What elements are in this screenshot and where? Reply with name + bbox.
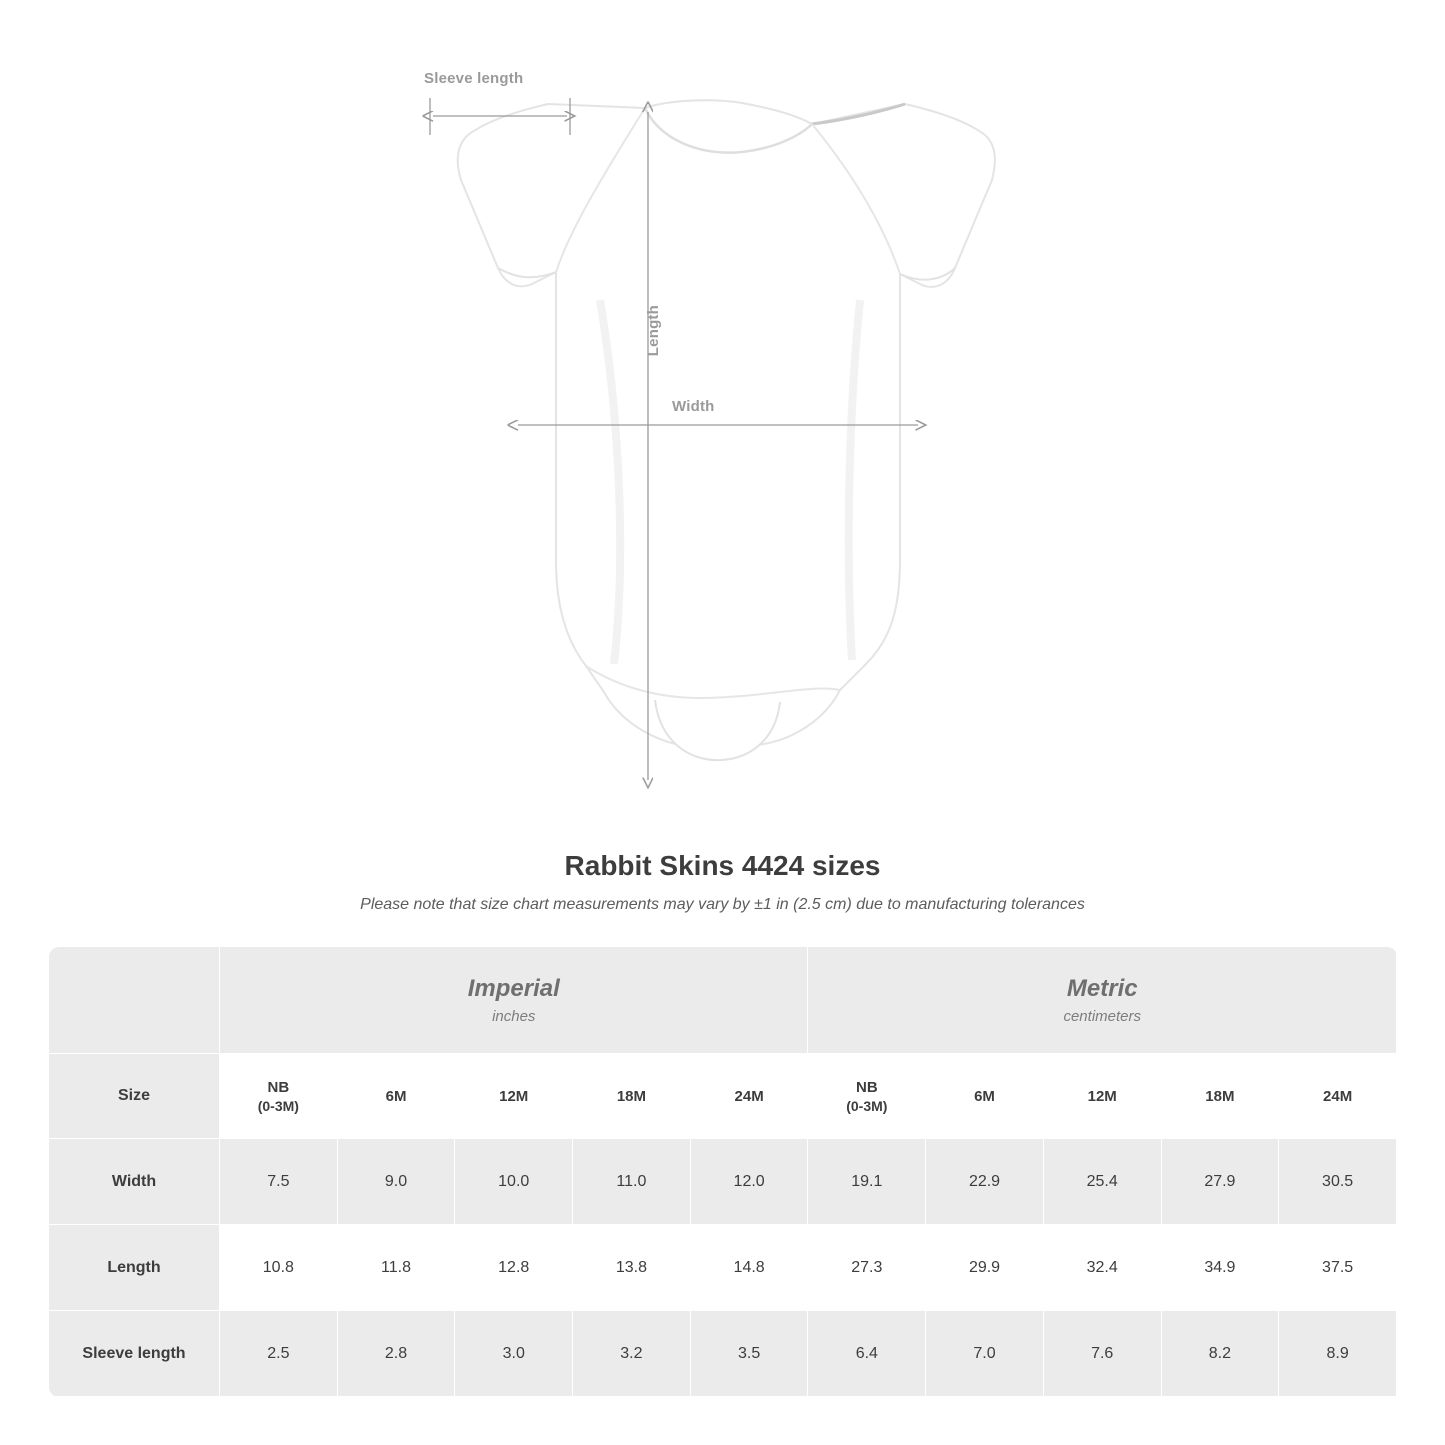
cell-length-5: 27.3 [808,1225,926,1311]
column-header-0 [220,1054,338,1139]
cell-sleeve-4: 3.5 [690,1311,808,1397]
cell-width-9: 30.5 [1279,1139,1397,1225]
unit-group-metric [808,947,1397,1054]
cell-width-2: 10.0 [455,1139,573,1225]
unit-group-imperial-sub: inches [492,1007,536,1025]
tolerance-note: Please note that size chart measurements may vary by ±1 in (2.5 cm) due to manufacturing tolerances [360,896,1085,913]
unit-group-imperial-name: Imperial [467,975,560,1003]
table-row [49,1225,1397,1311]
title-block [0,850,1445,914]
column-header-4: 24M [690,1054,808,1139]
cell-width-4: 12.0 [690,1139,808,1225]
column-header-0-sub: (0-3M) [257,1097,299,1114]
column-header-6: 6M [926,1054,1044,1139]
column-header-2: 12M [455,1054,573,1139]
cell-width-8: 27.9 [1161,1139,1279,1225]
column-header-1: 6M [337,1054,455,1139]
cell-width-5: 19.1 [808,1139,926,1225]
cell-length-2: 12.8 [455,1225,573,1311]
cell-sleeve-6: 7.0 [926,1311,1044,1397]
cell-width-7: 25.4 [1043,1139,1161,1225]
column-header-8: 18M [1161,1054,1279,1139]
cell-sleeve-2: 3.0 [455,1311,573,1397]
cell-width-1: 9.0 [337,1139,455,1225]
column-header-7: 12M [1043,1054,1161,1139]
cell-length-7: 32.4 [1043,1225,1161,1311]
size-header-label: Size [49,1054,220,1139]
size-header-row [49,1054,1397,1139]
corner-cell [49,947,220,1054]
column-header-5-label: NB [855,1078,878,1096]
size-table-body [49,947,1397,1397]
size-table [48,946,1397,1397]
cell-length-3: 13.8 [573,1225,691,1311]
column-header-5-sub: (0-3M) [846,1097,888,1114]
cell-sleeve-0: 2.5 [220,1311,338,1397]
cell-width-3: 11.0 [573,1139,691,1225]
row-label-length: Length [49,1225,220,1311]
unit-header-row [49,947,1397,1054]
width-label: Width [672,398,715,415]
cell-width-6: 22.9 [926,1139,1044,1225]
row-label-sleeve-length: Sleeve length [49,1311,220,1397]
cell-length-4: 14.8 [690,1225,808,1311]
cell-length-0: 10.8 [220,1225,338,1311]
cell-length-9: 37.5 [1279,1225,1397,1311]
cell-sleeve-8: 8.2 [1161,1311,1279,1397]
length-label: Length [645,305,662,357]
cell-sleeve-7: 7.6 [1043,1311,1161,1397]
unit-group-metric-name: Metric [1066,975,1138,1003]
sleeve-length-label: Sleeve length [424,70,524,87]
page-title: Rabbit Skins 4424 sizes [564,850,881,881]
unit-group-imperial [220,947,808,1054]
unit-group-metric-sub: centimeters [1063,1007,1141,1025]
column-header-3: 18M [573,1054,691,1139]
row-label-width: Width [49,1139,220,1225]
cell-sleeve-5: 6.4 [808,1311,926,1397]
table-row [49,1311,1397,1397]
size-table-wrapper [48,946,1397,1397]
cell-length-1: 11.8 [337,1225,455,1311]
cell-length-8: 34.9 [1161,1225,1279,1311]
column-header-5 [808,1054,926,1139]
column-header-0-label: NB [267,1078,290,1096]
bodysuit-shape [458,100,995,760]
column-header-9: 24M [1279,1054,1397,1139]
cell-length-6: 29.9 [926,1225,1044,1311]
cell-sleeve-1: 2.8 [337,1311,455,1397]
cell-sleeve-9: 8.9 [1279,1311,1397,1397]
cell-width-0: 7.5 [220,1139,338,1225]
cell-sleeve-3: 3.2 [573,1311,691,1397]
table-row [49,1139,1397,1225]
